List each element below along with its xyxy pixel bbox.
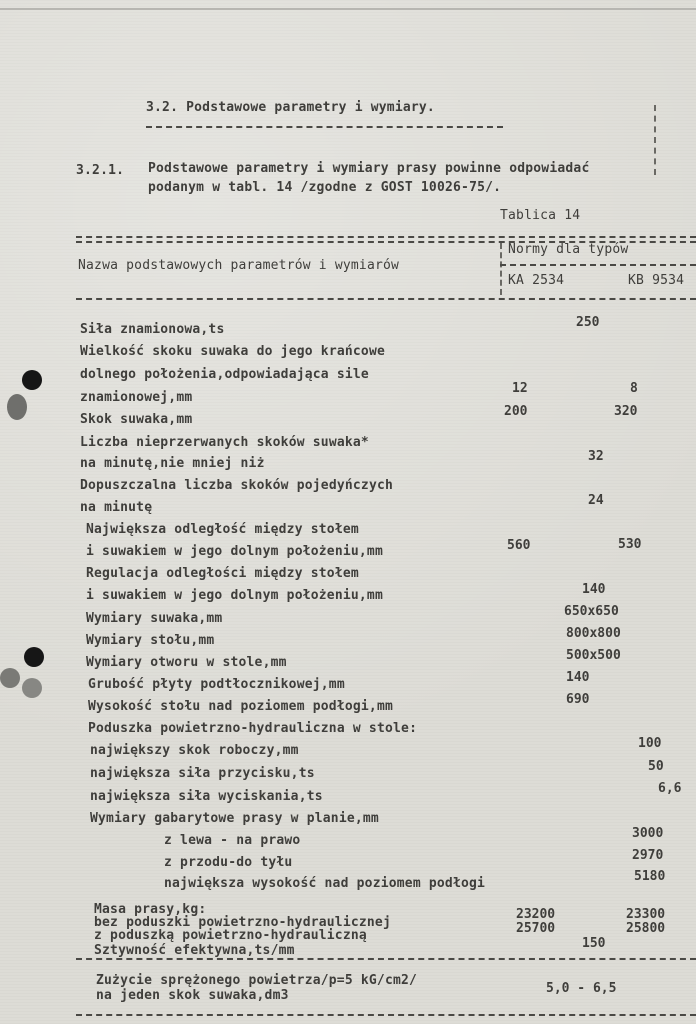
row-label: na jeden skok suwaka,dm3 — [96, 988, 289, 1003]
header-group-rule — [500, 264, 696, 266]
subsection-text-line-1: Podstawowe parametry i wymiary prasy powinne odpowiadać — [148, 161, 590, 176]
header-col-kb9534: KB 9534 — [628, 273, 685, 288]
row-label: Siła znamionowa,ts — [80, 322, 225, 337]
row-value-kb9534: 2970 — [632, 848, 664, 863]
row-value-kb9534: 23300 — [626, 907, 666, 922]
page-top-edge — [0, 8, 696, 10]
row-label: dolnego położenia,odpowiadająca sile — [80, 367, 369, 382]
row-value: 5,0 - 6,5 — [546, 981, 617, 996]
punch-hole — [22, 370, 42, 390]
row-label: Wysokość stołu nad poziomem podłogi,mm — [88, 699, 394, 714]
row-label: Zużycie sprężonego powietrza/p=5 kG/cm2/ — [96, 973, 418, 988]
row-label: największa siła wyciskania,ts — [90, 789, 323, 804]
row-label: Wymiary suwaka,mm — [86, 611, 223, 626]
row-label: Dopuszczalna liczba skoków pojedyńczych — [80, 478, 394, 493]
row-value-ka2534: 12 — [512, 381, 528, 396]
header-bottom-rule — [76, 298, 696, 300]
row-value-kb9534: 5180 — [634, 869, 666, 884]
row-value-ka2534: 200 — [504, 404, 528, 419]
table-caption: Tablica 14 — [500, 208, 581, 223]
table-separator-rule — [76, 958, 696, 960]
row-value: 800x800 — [566, 626, 621, 641]
row-value: 32 — [588, 449, 604, 464]
row-label: na minutę,nie mniej niż — [80, 456, 265, 471]
row-label: Liczba nieprzerwanych skoków suwaka* — [80, 435, 369, 450]
row-label: Sztywność efektywna,ts/mm — [94, 943, 295, 958]
row-value: 140 — [566, 670, 590, 685]
row-label: Skok suwaka,mm — [80, 412, 193, 427]
row-value-kb9534: 100 — [638, 736, 662, 751]
subsection-text-line-2: podanym w tabl. 14 /zgodne z GOST 10026-75/. — [148, 180, 502, 195]
row-label: Wymiary otworu w stole,mm — [86, 655, 287, 670]
punch-hole — [7, 394, 27, 420]
punch-hole — [24, 647, 44, 667]
header-col-ka2534: KA 2534 — [508, 273, 565, 288]
row-label: Masa prasy,kg: — [94, 902, 207, 917]
row-value-ka2534: 560 — [507, 538, 531, 553]
row-label: Wymiary stołu,mm — [86, 633, 215, 648]
table-top-rule — [76, 236, 696, 238]
row-value-ka2534: 23200 — [516, 907, 556, 922]
punch-hole — [22, 678, 42, 698]
row-label: z przodu-do tyłu — [164, 855, 293, 870]
row-label: z lewa - na prawo — [164, 833, 301, 848]
row-label: Grubość płyty podtłocznikowej,mm — [88, 677, 345, 692]
row-value-kb9534: 6,6 — [658, 781, 682, 796]
row-label: największy skok roboczy,mm — [90, 743, 299, 758]
table-bottom-rule — [76, 1014, 696, 1016]
header-column-divider — [500, 243, 502, 295]
row-value-kb9534: 25800 — [626, 921, 666, 936]
row-value: 140 — [582, 582, 606, 597]
row-label: Największa odległość między stołem — [86, 522, 359, 537]
row-label: Wielkość skoku suwaka do jego krańcowe — [80, 344, 386, 359]
row-value-kb9534: 50 — [648, 759, 664, 774]
row-label: bez poduszki powietrzno-hydraulicznej — [94, 915, 391, 930]
heading-underline — [146, 126, 503, 128]
header-norms-group: Normy dla typów — [508, 242, 629, 257]
row-value-kb9534: 530 — [618, 537, 642, 552]
row-label: z poduszką powietrzno-hydrauliczną — [94, 928, 367, 943]
row-value: 24 — [588, 493, 604, 508]
row-label: i suwakiem w jego dolnym położeniu,mm — [86, 544, 383, 559]
row-label: Wymiary gabarytowe prasy w planie,mm — [90, 811, 379, 826]
subsection-number: 3.2.1. — [76, 163, 125, 178]
section-heading: 3.2. Podstawowe parametry i wymiary. — [146, 100, 435, 115]
row-label: na minutę — [80, 500, 153, 515]
row-label: znamionowej,mm — [80, 390, 193, 405]
row-label: Poduszka powietrzno-hydrauliczna w stole: — [88, 721, 418, 736]
row-label: największa wysokość nad poziomem podłogi — [164, 876, 486, 891]
row-value-kb9534: 3000 — [632, 826, 664, 841]
row-value-kb9534: 8 — [630, 381, 638, 396]
margin-mark — [654, 105, 656, 175]
row-label: i suwakiem w jego dolnym położeniu,mm — [86, 588, 383, 603]
row-value-kb9534: 320 — [614, 404, 638, 419]
row-label: Regulacja odległości między stołem — [86, 566, 359, 581]
row-value: 500x500 — [566, 648, 621, 663]
row-label: największa siła przycisku,ts — [90, 766, 315, 781]
row-value: 690 — [566, 692, 590, 707]
row-value-ka2534: 25700 — [516, 921, 556, 936]
punch-hole — [0, 668, 20, 688]
header-parameter-name: Nazwa podstawowych parametrów i wymiarów — [78, 258, 400, 273]
row-value: 150 — [582, 936, 606, 951]
row-value: 650x650 — [564, 604, 619, 619]
row-value: 250 — [576, 315, 600, 330]
